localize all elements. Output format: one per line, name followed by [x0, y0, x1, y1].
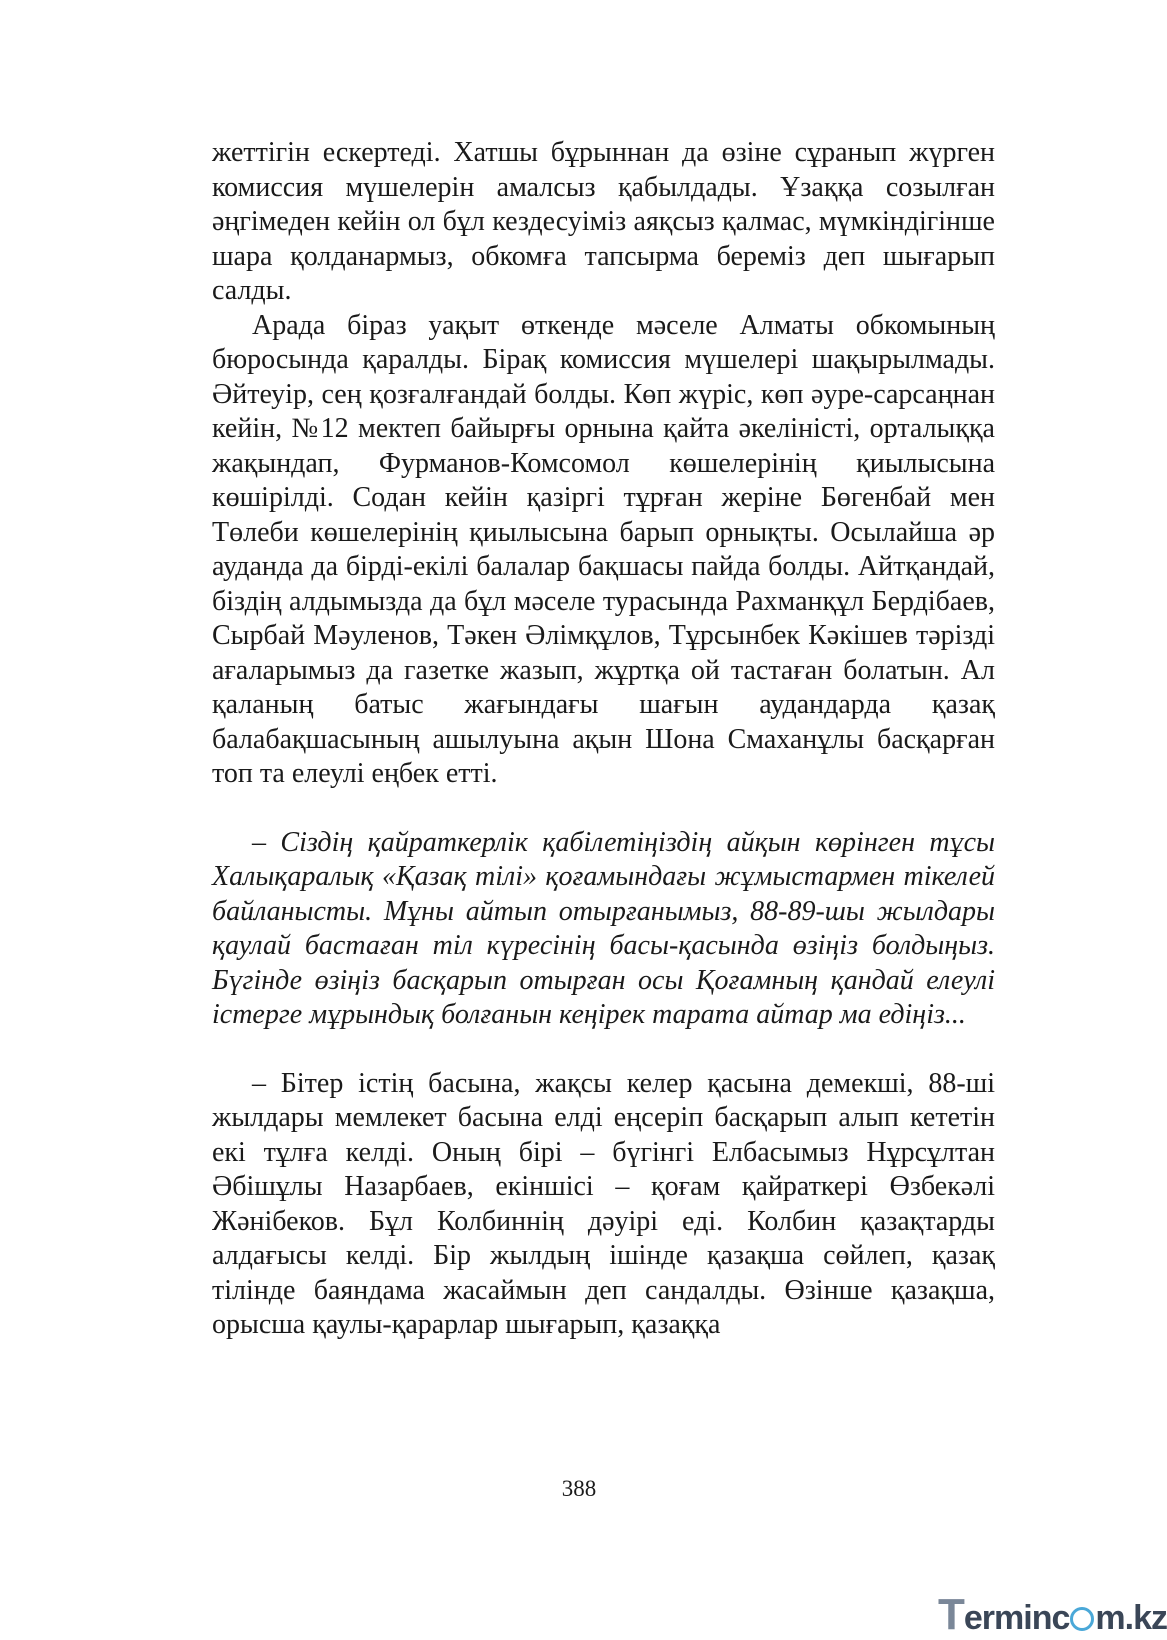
paragraph-committee: Арада біраз уақыт өткенде мәселе Алматы обкомының бюросында қаралды. Бірақ комиссия мүшелері шақырылмады. Әйтеуір, сең қозғалғандай болды. Көп жүріс, көп әуре-сарсаңнан кейін, №12 мектеп байырғы орнына қайта әкеліністі, орталыққа жақындап, Фурманов-Комсомол көшелерінің қиылысына көшірілді. Содан кейін қазіргі тұрған жеріне Бөгенбай мен Төлеби көшелерінің қиылысына барып орнықты. Осылайша әр ауданда да бірді-екілі балалар бақшасы пайда болды. Айтқандай, біздің алдымызда да бұл мәселе турасында Рахманқұл Бердібаев, Сырбай Мәуленов, Тәкен Әлімқұлов, Тұрсынбек Кәкішев тәрізді ағаларымыз да газетке жазып, жұртқа ой тастаған болатын. Ал қаланың батыс жағындағы шағын аудандарда қазақ балабақшасының ашылуына ақын Шона Смаханұлы басқарған топ та елеулі еңбек етті.	[212, 309, 995, 789]
paragraph-question: – Сіздің қайраткерлік қабілетіңіздің айқын көрінген тұсы Халықаралық «Қазақ тілі» қоғамындағы жұмыстармен тікелей байланысты. Мұны айтып отырғанымыз, 88-89-шы жылдары қаулай бастаған тіл күресінің басы-қасында өзіңіз болдыңыз. Бүгінде өзіңіз басқарып отырған осы Қоғамның қандай елеулі істерге мұрындық болғанын кеңірек тарата айтар ма едіңіз...	[212, 826, 995, 1030]
termincom-watermark-logo: Terminc m.kz	[938, 1590, 1167, 1639]
paragraph-answer: – Бітер істің басына, жақсы келер қасына демекші, 88-ші жылдары мемлекет басына елді еңсеріп басқарып алып кететін екі тұлға келді. Оның бірі – бүгінгі Елбасымыз Нұрсұлтан Әбішұлы Назарбаев, екіншісі – қоғам қайраткері Өзбекәлі Жәнібеков. Бұл Колбиннің дәуірі еді. Колбин қазақтарды алдағысы келді. Бір жылдың ішінде қазақша сөйлеп, қазақ тілінде баяндама жасаймын деп сандалды. Өзінше қазақша, орысша қаулы-қарарлар шығарып, қазаққа	[212, 1067, 995, 1340]
page-number: 388	[561, 1476, 597, 1501]
paragraph-continuation: жеттігін ескертеді. Хатшы бұрыннан да өзіне сұранып жүрген комиссия мүшелерін амалсыз қабылдады. Ұзаққа созылған әңгімеден кейін ол бұл кездесуіміз аяқсыз қалмас, мүмкіндігінше шара қолданармыз, обкомға тапсырма береміз деп шығарып салды.	[212, 137, 995, 306]
circle-logo-icon	[1070, 1607, 1094, 1631]
page-body	[212, 136, 995, 1343]
